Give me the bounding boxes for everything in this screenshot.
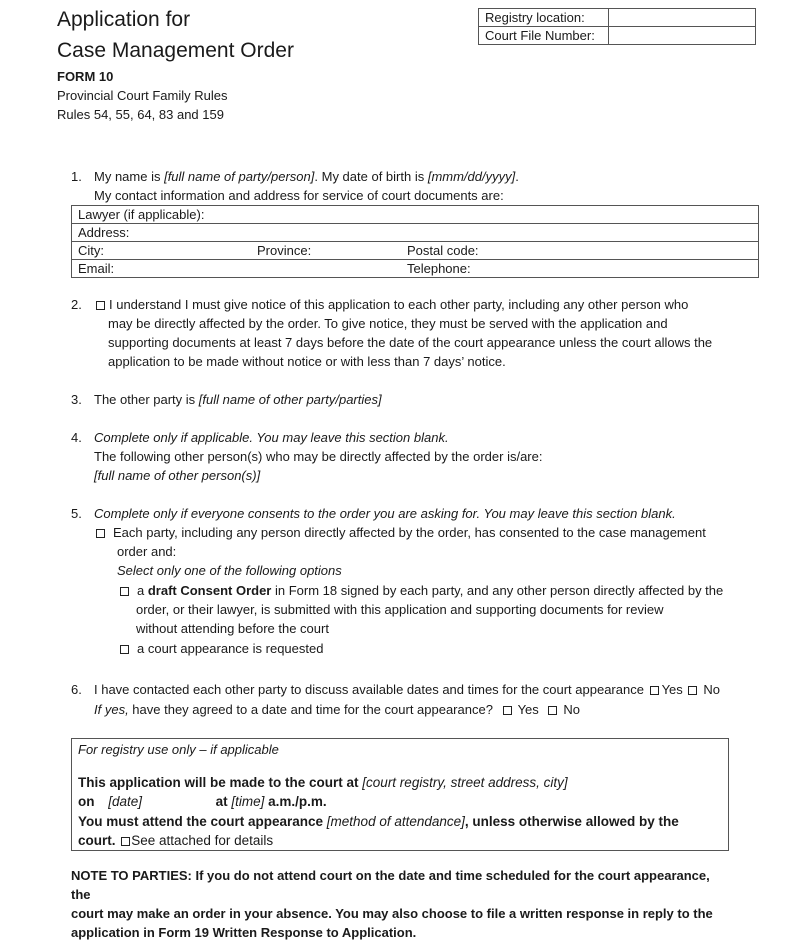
registry-use-box xyxy=(71,738,729,851)
registry-use-line3 xyxy=(78,812,679,831)
section3-number: 3. xyxy=(71,392,82,407)
lawyer-label: Lawyer (if applicable): xyxy=(78,207,205,222)
option2-text: a court appearance is requested xyxy=(137,641,324,656)
agreed-no-label: No xyxy=(563,702,581,717)
province-label: Province: xyxy=(257,243,312,258)
agreed-no-checkbox[interactable] xyxy=(548,706,557,715)
form-title-line1: Application for xyxy=(57,8,191,31)
consent-line2: order and: xyxy=(117,544,177,559)
draft-consent-order-checkbox[interactable] xyxy=(120,587,129,596)
option-draft-consent-line2: order, or their lawyer, is submitted with this application and supporting documents for review xyxy=(136,602,664,617)
agreed-yes-checkbox[interactable] xyxy=(503,706,512,715)
section4-number: 4. xyxy=(71,430,82,445)
section2-line2: may be directly affected by the order. To give notice, they must be served with the application and xyxy=(108,316,668,331)
section1-text: . xyxy=(515,169,519,184)
section2-line1 xyxy=(96,295,688,314)
contacted-yes-checkbox[interactable] xyxy=(650,686,659,695)
court-location-field[interactable]: [court registry, street address, city] xyxy=(362,775,568,790)
select-instruction: Select only one of the following options xyxy=(117,563,342,578)
registry-text: , unless otherwise allowed by the xyxy=(464,814,679,829)
notice-understood-checkbox[interactable] xyxy=(96,301,105,310)
note-line3: application in Form 19 Written Response to Application. xyxy=(71,925,417,940)
contacted-no-label: No xyxy=(703,682,721,697)
see-attached-label: See attached for details xyxy=(131,833,274,848)
section4-instruction: Complete only if applicable. You may leave this section blank. xyxy=(94,430,449,445)
party-name-field[interactable]: [full name of party/person] xyxy=(164,169,315,184)
note-to-parties xyxy=(71,866,731,942)
hearing-date-field[interactable]: [date] xyxy=(108,794,143,809)
registry-text: court. xyxy=(78,833,116,848)
contacted-yes-label: Yes xyxy=(661,682,683,697)
note-line1: NOTE TO PARTIES: If you do not attend court on the date and time scheduled for the court appearance, the xyxy=(71,868,710,902)
consent-line1 xyxy=(96,523,706,542)
all-consented-checkbox[interactable] xyxy=(96,529,105,538)
option1-bold-text: draft Consent Order xyxy=(147,583,272,598)
court-appearance-checkbox[interactable] xyxy=(120,645,129,654)
section4-line2: The following other person(s) who may be directly affected by the order is/are: xyxy=(94,449,543,464)
option-draft-consent-line1 xyxy=(120,581,723,600)
section2-line4: application to be made without notice or with less than 7 days’ notice. xyxy=(108,354,506,369)
option1-text: a xyxy=(137,583,148,598)
section1-line2: My contact information and address for service of court documents are: xyxy=(94,188,504,203)
at-label: at xyxy=(215,794,232,809)
on-label: on xyxy=(78,794,95,809)
see-attached-checkbox[interactable] xyxy=(121,837,130,846)
registry-location-field[interactable] xyxy=(609,9,756,27)
section3-line xyxy=(94,390,382,409)
section5-number: 5. xyxy=(71,506,82,521)
hearing-time-field[interactable]: [time] xyxy=(231,794,265,809)
option-court-appearance xyxy=(120,639,323,658)
contact-info-table xyxy=(71,205,759,278)
other-person-name-field[interactable]: [full name of other person(s)] xyxy=(94,468,261,483)
postal-code-label: Postal code: xyxy=(407,243,479,258)
registry-use-header: For registry use only – if applicable xyxy=(78,742,279,757)
section1-text: My name is xyxy=(94,169,165,184)
note-line2: court may make an order in your absence. You may also choose to file a written response in reply to the xyxy=(71,906,713,921)
registry-use-line1 xyxy=(78,773,568,792)
email-row[interactable] xyxy=(72,260,758,277)
section6-text: I have contacted each other party to discuss available dates and times for the court appearance xyxy=(94,682,644,697)
section2-text: I understand I must give notice of this application to each other party, including any other person who xyxy=(109,297,689,312)
section1-text: . My date of birth is xyxy=(314,169,428,184)
court-file-number-label: Court File Number: xyxy=(479,27,609,45)
section6-line2 xyxy=(94,700,580,719)
section6-number: 6. xyxy=(71,682,82,697)
registry-text: This application will be made to the court at xyxy=(78,775,363,790)
section6-text: have they agreed to a date and time for the court appearance? xyxy=(128,702,493,717)
contacted-no-checkbox[interactable] xyxy=(688,686,697,695)
address-row[interactable] xyxy=(72,224,758,242)
date-of-birth-field[interactable]: [mmm/dd/yyyy] xyxy=(427,169,516,184)
city-row[interactable] xyxy=(72,242,758,260)
section6-line1 xyxy=(94,680,720,699)
registry-text: You must attend the court appearance xyxy=(78,814,327,829)
section1-line1 xyxy=(94,167,519,186)
section3-text: The other party is xyxy=(94,392,199,407)
section5-instruction: Complete only if everyone consents to the order you are asking for. You may leave this section blank. xyxy=(94,506,676,521)
form-number: FORM 10 xyxy=(57,69,114,84)
registry-location-label: Registry location: xyxy=(479,9,609,27)
registry-use-line4 xyxy=(78,831,273,850)
other-party-name-field[interactable]: [full name of other party/parties] xyxy=(198,392,382,407)
rules-name: Provincial Court Family Rules xyxy=(57,88,228,103)
registry-use-line2 xyxy=(78,792,327,811)
option1-text: in Form 18 signed by each party, and any other person directly affected by the xyxy=(271,583,724,598)
city-label: City: xyxy=(78,243,104,258)
court-file-number-field[interactable] xyxy=(609,27,756,45)
consent-text: Each party, including any person directly affected by the order, has consented to the case management xyxy=(113,525,706,540)
address-label: Address: xyxy=(78,225,130,240)
rules-list: Rules 54, 55, 64, 83 and 159 xyxy=(57,107,224,122)
section2-line3: supporting documents at least 7 days before the date of the court appearance unless the court allows the xyxy=(108,335,713,350)
form-title-line2: Case Management Order xyxy=(57,39,294,62)
ampm-label: a.m./p.m. xyxy=(264,794,327,809)
attendance-method-field[interactable]: [method of attendance] xyxy=(326,814,465,829)
lawyer-row[interactable] xyxy=(72,206,758,224)
email-label: Email: xyxy=(78,261,115,276)
section2-number: 2. xyxy=(71,297,82,312)
option-draft-consent-line3: without attending before the court xyxy=(136,621,329,636)
section1-number: 1. xyxy=(71,169,82,184)
registry-info-table xyxy=(478,8,756,45)
telephone-label: Telephone: xyxy=(407,261,471,276)
agreed-yes-label: Yes xyxy=(517,702,539,717)
if-yes-text: If yes, xyxy=(94,702,129,717)
